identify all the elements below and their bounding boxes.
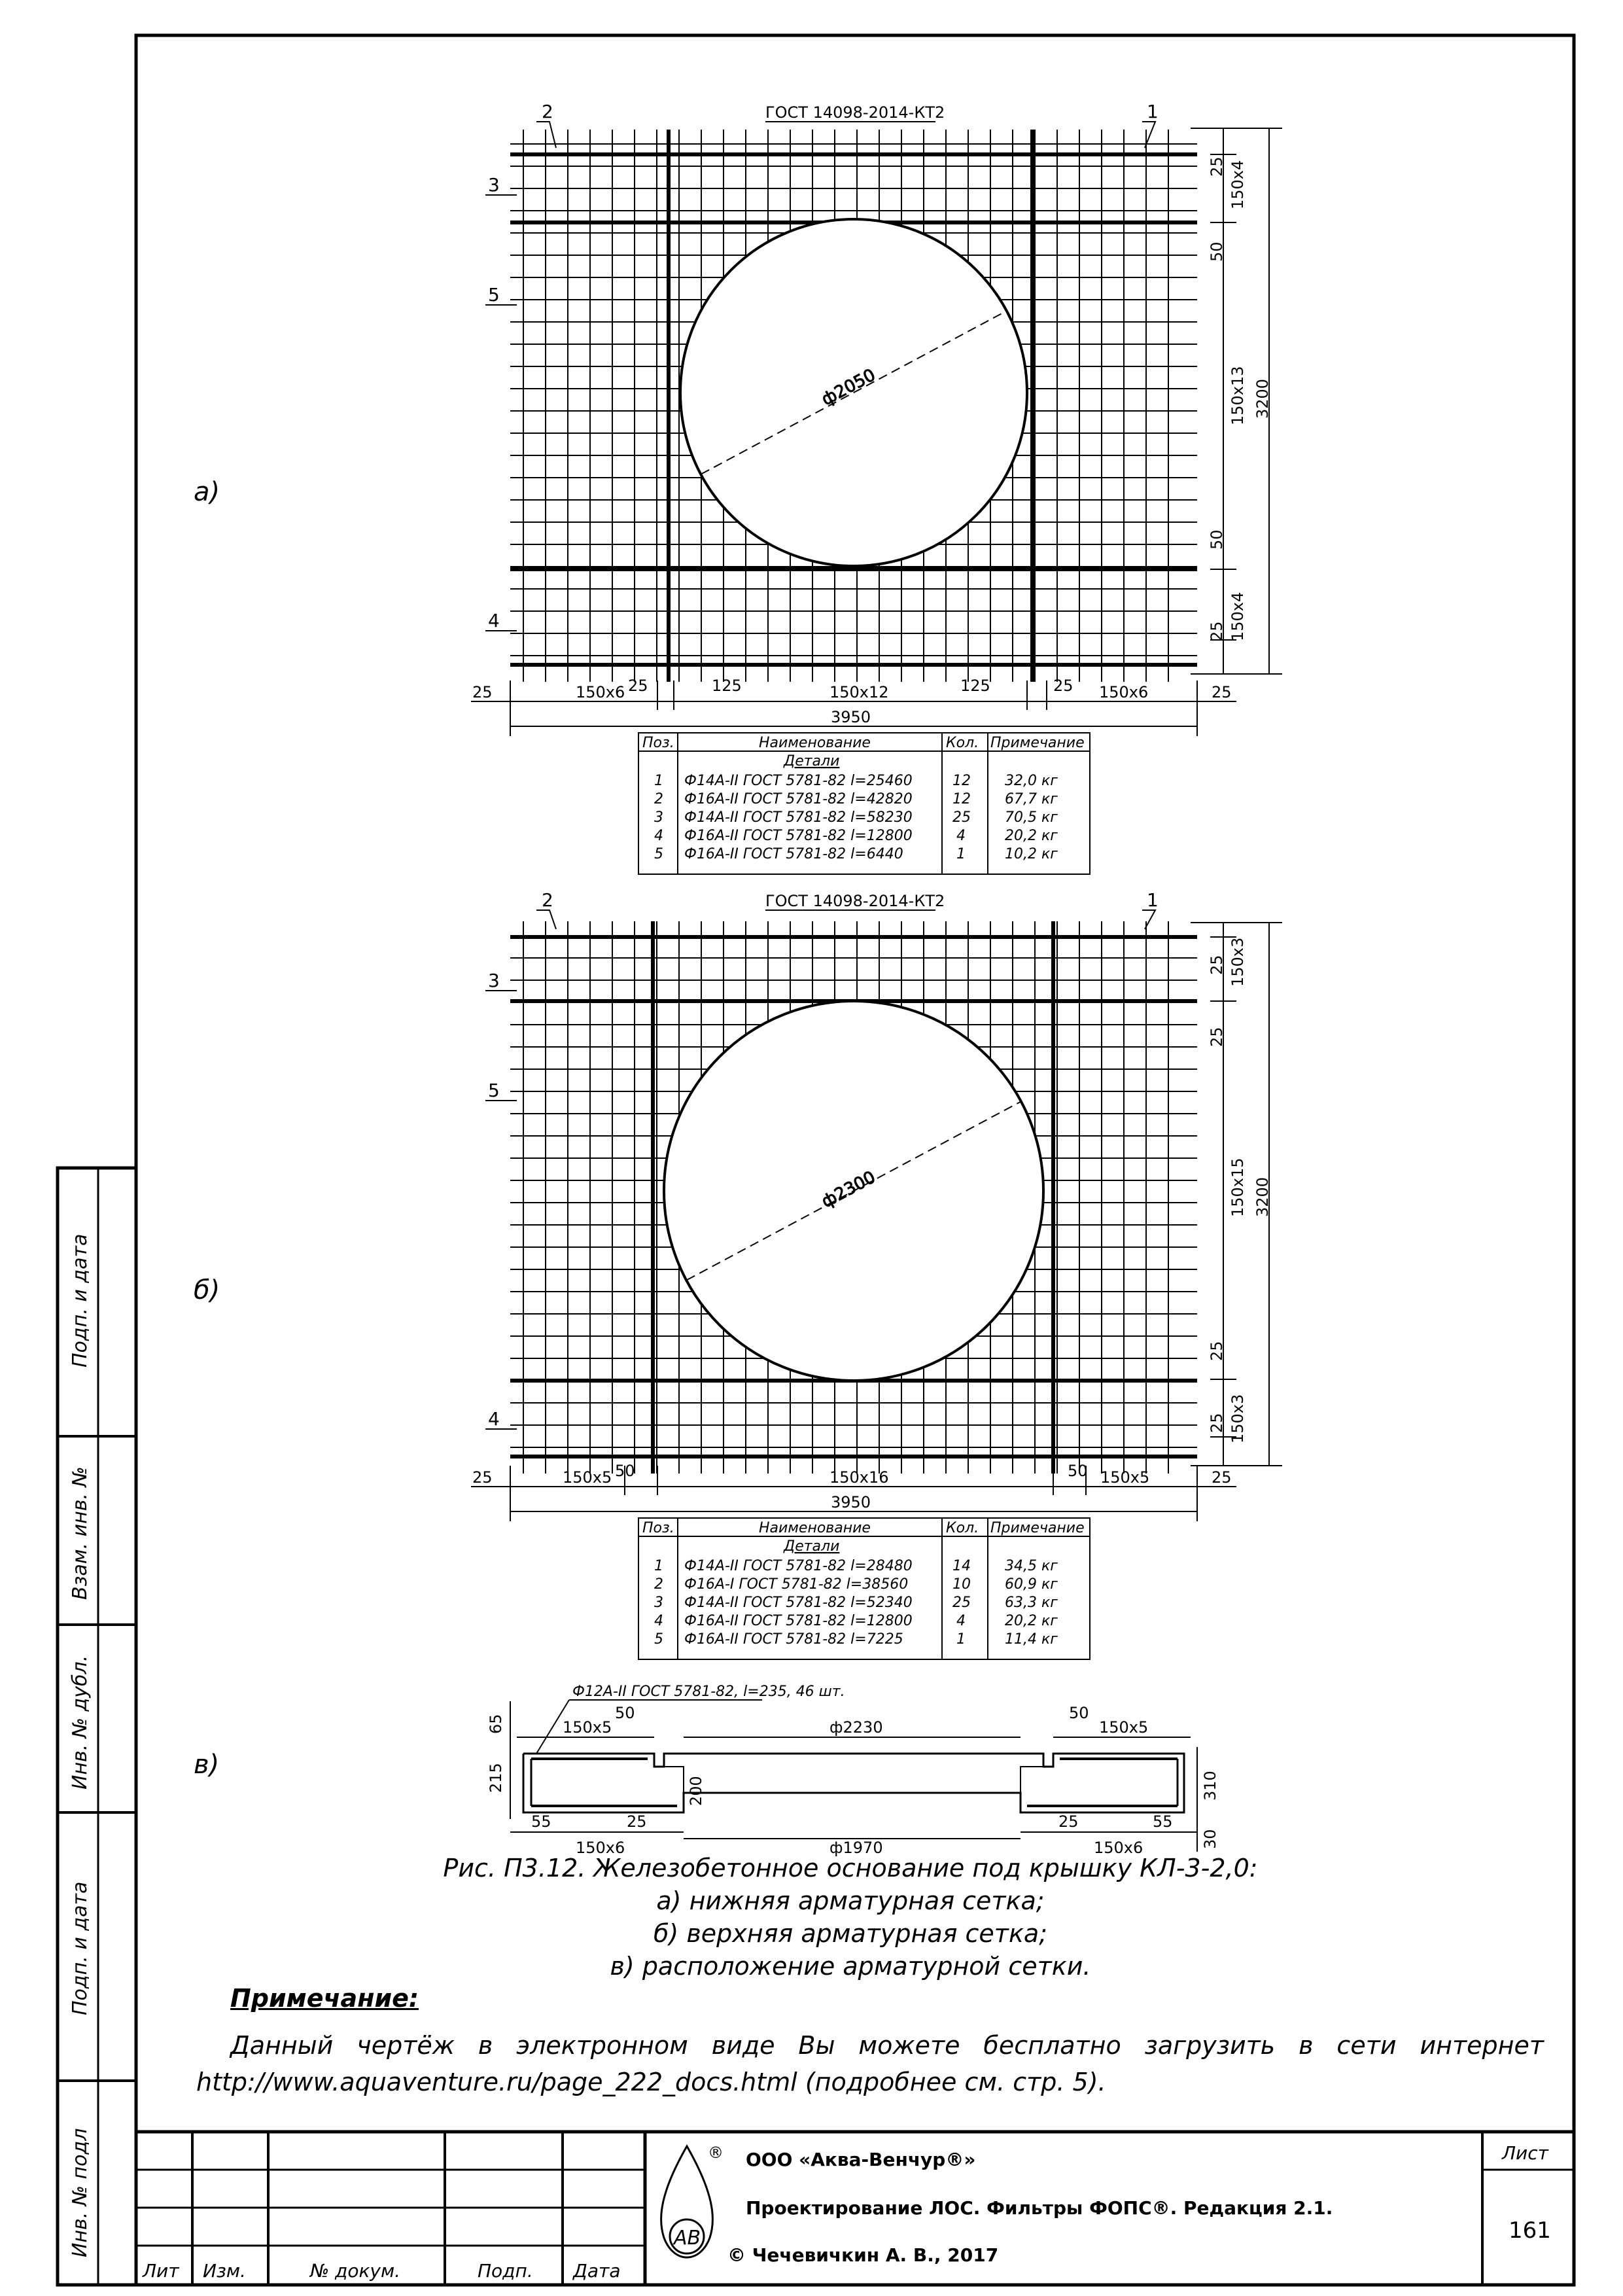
table-cell: 20,2 кг [1005,1613,1058,1629]
overall-dim: 3950 [831,1493,871,1511]
table-cell: 63,3 кг [1005,1595,1058,1611]
caption-line-4: в) расположение арматурной сетки. [610,1952,1091,1981]
dim-text: 55 [1153,1812,1173,1831]
section-dim-text [487,1704,1219,1857]
table-cell: 32,0 кг [1005,773,1058,789]
dim-text: 150х16 [829,1468,889,1487]
caption-line-1: Рис. П3.12. Железобетонное основание под крышку КЛ-3-2,0: [443,1854,1258,1882]
stamp-sign-date-1: Подп. и дата [69,1233,92,1368]
dim-text: 150х6 [1099,683,1149,701]
table-cell: 25 [952,1595,971,1611]
table-cell: 10 [952,1576,971,1593]
table-header: Примечание [990,735,1085,751]
table-cell: 25 [952,809,971,826]
table-section: Детали [784,1538,840,1555]
copyright: © Чечевичкин А. В., 2017 [727,2244,999,2266]
dim-text: 25 [1058,1812,1079,1831]
col-label-sign: Подп. [478,2260,533,2282]
table-cell: 1 [654,1558,663,1574]
stamp-sign-date-2: Подп. и дата [69,1881,92,2015]
dim-text: 200 [687,1776,705,1806]
table-header: Поз. [642,735,674,751]
mesh-a [510,130,1197,682]
note-body [196,2027,1544,2100]
dim-text: 150х5 [563,1718,612,1737]
table-cell: 70,5 кг [1005,809,1058,826]
table-header: Кол. [946,1520,979,1536]
table-header: Наименование [759,1520,871,1536]
dim-text: 3200 [1253,1176,1272,1217]
dim-text: 25 [1053,677,1073,695]
pos-mark-3: 3 [488,174,500,196]
dim-text: 25 [1208,621,1226,641]
table-cell: 14 [952,1558,971,1574]
dim-text: 150х5 [563,1468,612,1487]
caption-line-3: б) верхняя арматурная сетка; [654,1919,1047,1948]
dim-text: 150х3 [1229,937,1247,987]
pos-mark-5: 5 [488,284,500,306]
side-stamp-labels [69,1234,92,2257]
dim-text: 3200 [1253,378,1272,419]
spec-table-a-text [642,735,1085,862]
sheet-number: 161 [1509,2217,1551,2244]
col-label-date: Дата [573,2260,621,2282]
table-cell: 4 [956,828,966,844]
dim-text: 50 [1208,529,1226,550]
dim-text: 125 [960,677,990,695]
pos-mark-5: 5 [488,1080,500,1101]
dim-text: 150х4 [1229,592,1247,641]
dim-text: 25 [627,1812,647,1831]
note-line-1: Данный чертёж в электронном виде Вы можете бесплатно загрузить в сети интернет [230,2031,1544,2060]
dim-text: 215 [487,1763,505,1793]
table-cell: 4 [654,828,663,844]
dim-text: 150х4 [1229,160,1247,209]
dim-text: 150х6 [1094,1839,1143,1857]
table-cell: 67,7 кг [1005,791,1058,807]
view-c-label: в) [194,1750,220,1780]
table-cell: 2 [654,791,663,807]
table-header: Поз. [642,1520,674,1536]
pos-mark-4: 4 [488,610,500,631]
dim-text: 150х5 [1099,1718,1149,1737]
table-cell: 5 [654,846,663,862]
dim-text: 30 [1201,1829,1219,1849]
note-title: Примечание: [230,1984,419,2013]
dim-text: 150х13 [1229,366,1247,425]
table-cell: Ф14А-II ГОСТ 5781-82 l=52340 [684,1595,913,1611]
circle-diameter-label: ф2050 [818,365,879,410]
table-cell: 10,2 кг [1005,846,1058,862]
dim-text: 150х5 [1100,1468,1150,1487]
view-a-label: а) [194,477,220,507]
sheet-label: Лист [1502,2142,1548,2164]
dim-text: 25 [472,683,493,701]
view-b-right-dim-text [1208,938,1272,1443]
table-cell: 60,9 кг [1005,1576,1058,1593]
table-cell: 12 [952,773,971,789]
table-cell: 2 [654,1576,663,1593]
dim-text: 25 [1212,1468,1232,1487]
table-cell: 34,5 кг [1005,1558,1058,1574]
spec-table-b-text [642,1520,1085,1648]
table-cell: 4 [956,1613,966,1629]
view-c-leader: Ф12А-II ГОСТ 5781-82, l=235, 46 шт. [572,1684,845,1700]
table-header: Кол. [946,735,979,751]
table-cell: 4 [654,1613,663,1629]
table-cell: Ф14А-II ГОСТ 5781-82 l=25460 [684,773,913,789]
dim-text: 50 [1068,1462,1088,1480]
stamp-dup-inv: Инв. № дубл. [69,1655,92,1790]
company-name: ООО «Аква-Венчур®» [746,2149,976,2170]
dim-text: ф2230 [829,1718,883,1737]
dim-text: 55 [531,1812,551,1831]
table-cell: 12 [952,791,971,807]
pos-mark-1: 1 [1147,889,1159,911]
table-header: Примечание [990,1520,1085,1536]
dim-text: 25 [1208,1341,1226,1361]
stamp-orig-inv: Инв. № подл [69,2128,92,2257]
table-header: Наименование [759,735,871,751]
dim-text: 125 [712,677,742,695]
dim-text: 50 [615,1462,635,1480]
logo-text: АВ [674,2227,701,2250]
table-cell: 1 [956,1631,966,1648]
table-cell: 3 [654,1595,663,1611]
dim-text: 25 [1208,1413,1226,1433]
dim-text: 25 [1208,156,1226,177]
dim-text: 50 [1069,1704,1089,1722]
col-label-lit: Лит [143,2260,179,2282]
caption-line-2: а) нижняя арматурная сетка; [656,1886,1045,1915]
dim-text: 150х3 [1229,1394,1247,1443]
col-label-doc: № докум. [310,2260,401,2282]
figure-caption [196,1852,1505,1983]
stamp-replace-inv: Взам. инв. № [69,1466,92,1600]
table-cell: 3 [654,809,663,826]
overall-dim: 3950 [831,708,871,726]
dim-text: 25 [1208,1027,1226,1047]
pos-mark-3: 3 [488,970,500,991]
dim-text: ф1970 [829,1839,883,1857]
dim-text: 150х6 [576,683,625,701]
dim-text: 25 [1208,955,1226,975]
table-cell: Ф14А-II ГОСТ 5781-82 l=58230 [684,809,913,826]
table-cell: 1 [654,773,663,789]
view-b-label: б) [194,1275,220,1305]
table-cell: Ф16А-I ГОСТ 5781-82 l=38560 [684,1576,909,1593]
col-label-change: Изм. [203,2260,246,2282]
company-info [727,2149,1333,2266]
table-cell: Ф16А-II ГОСТ 5781-82 l=6440 [684,846,903,862]
dim-text: 50 [1208,241,1226,262]
dim-text: 150х6 [576,1839,625,1857]
dim-text: 310 [1201,1771,1219,1801]
project-name: Проектирование ЛОС. Фильтры ФОПС®. Редакция 2.1. [746,2197,1333,2219]
table-cell: Ф16А-II ГОСТ 5781-82 l=12800 [684,1613,913,1629]
dim-text: 150х15 [1229,1157,1247,1217]
table-cell: 1 [956,846,966,862]
note-line-2: http://www.aquaventure.ru/page_222_docs.html (подробнее см. стр. 5). [196,2068,1106,2096]
dim-text: 25 [628,677,648,695]
table-cell: 5 [654,1631,663,1648]
table-cell: Ф16А-II ГОСТ 5781-82 l=12800 [684,828,913,844]
pos-mark-4: 4 [488,1408,500,1430]
mesh-b [510,921,1197,1474]
view-b-gost: ГОСТ 14098-2014-КТ2 [765,892,945,910]
dim-text: 25 [472,1468,493,1487]
pos-mark-2: 2 [542,101,553,122]
view-a-right-dim-text [1208,156,1272,641]
table-section: Детали [784,753,840,769]
table-cell: Ф14А-II ГОСТ 5781-82 l=28480 [684,1558,913,1574]
view-a-gost: ГОСТ 14098-2014-КТ2 [765,103,945,122]
registered-mark: ® [708,2144,724,2162]
table-cell: 11,4 кг [1005,1631,1058,1648]
dim-text: 150х12 [829,683,889,701]
table-cell: 20,2 кг [1005,828,1058,844]
dim-text: 65 [487,1714,505,1734]
table-cell: Ф16А-II ГОСТ 5781-82 l=42820 [684,791,913,807]
pos-mark-1: 1 [1147,101,1159,122]
dim-text: 25 [1212,683,1232,701]
table-cell: Ф16А-II ГОСТ 5781-82 l=7225 [684,1631,903,1648]
dim-text: 50 [615,1704,635,1722]
pos-mark-2: 2 [542,889,553,911]
circle-diameter-label: ф2300 [818,1167,879,1212]
